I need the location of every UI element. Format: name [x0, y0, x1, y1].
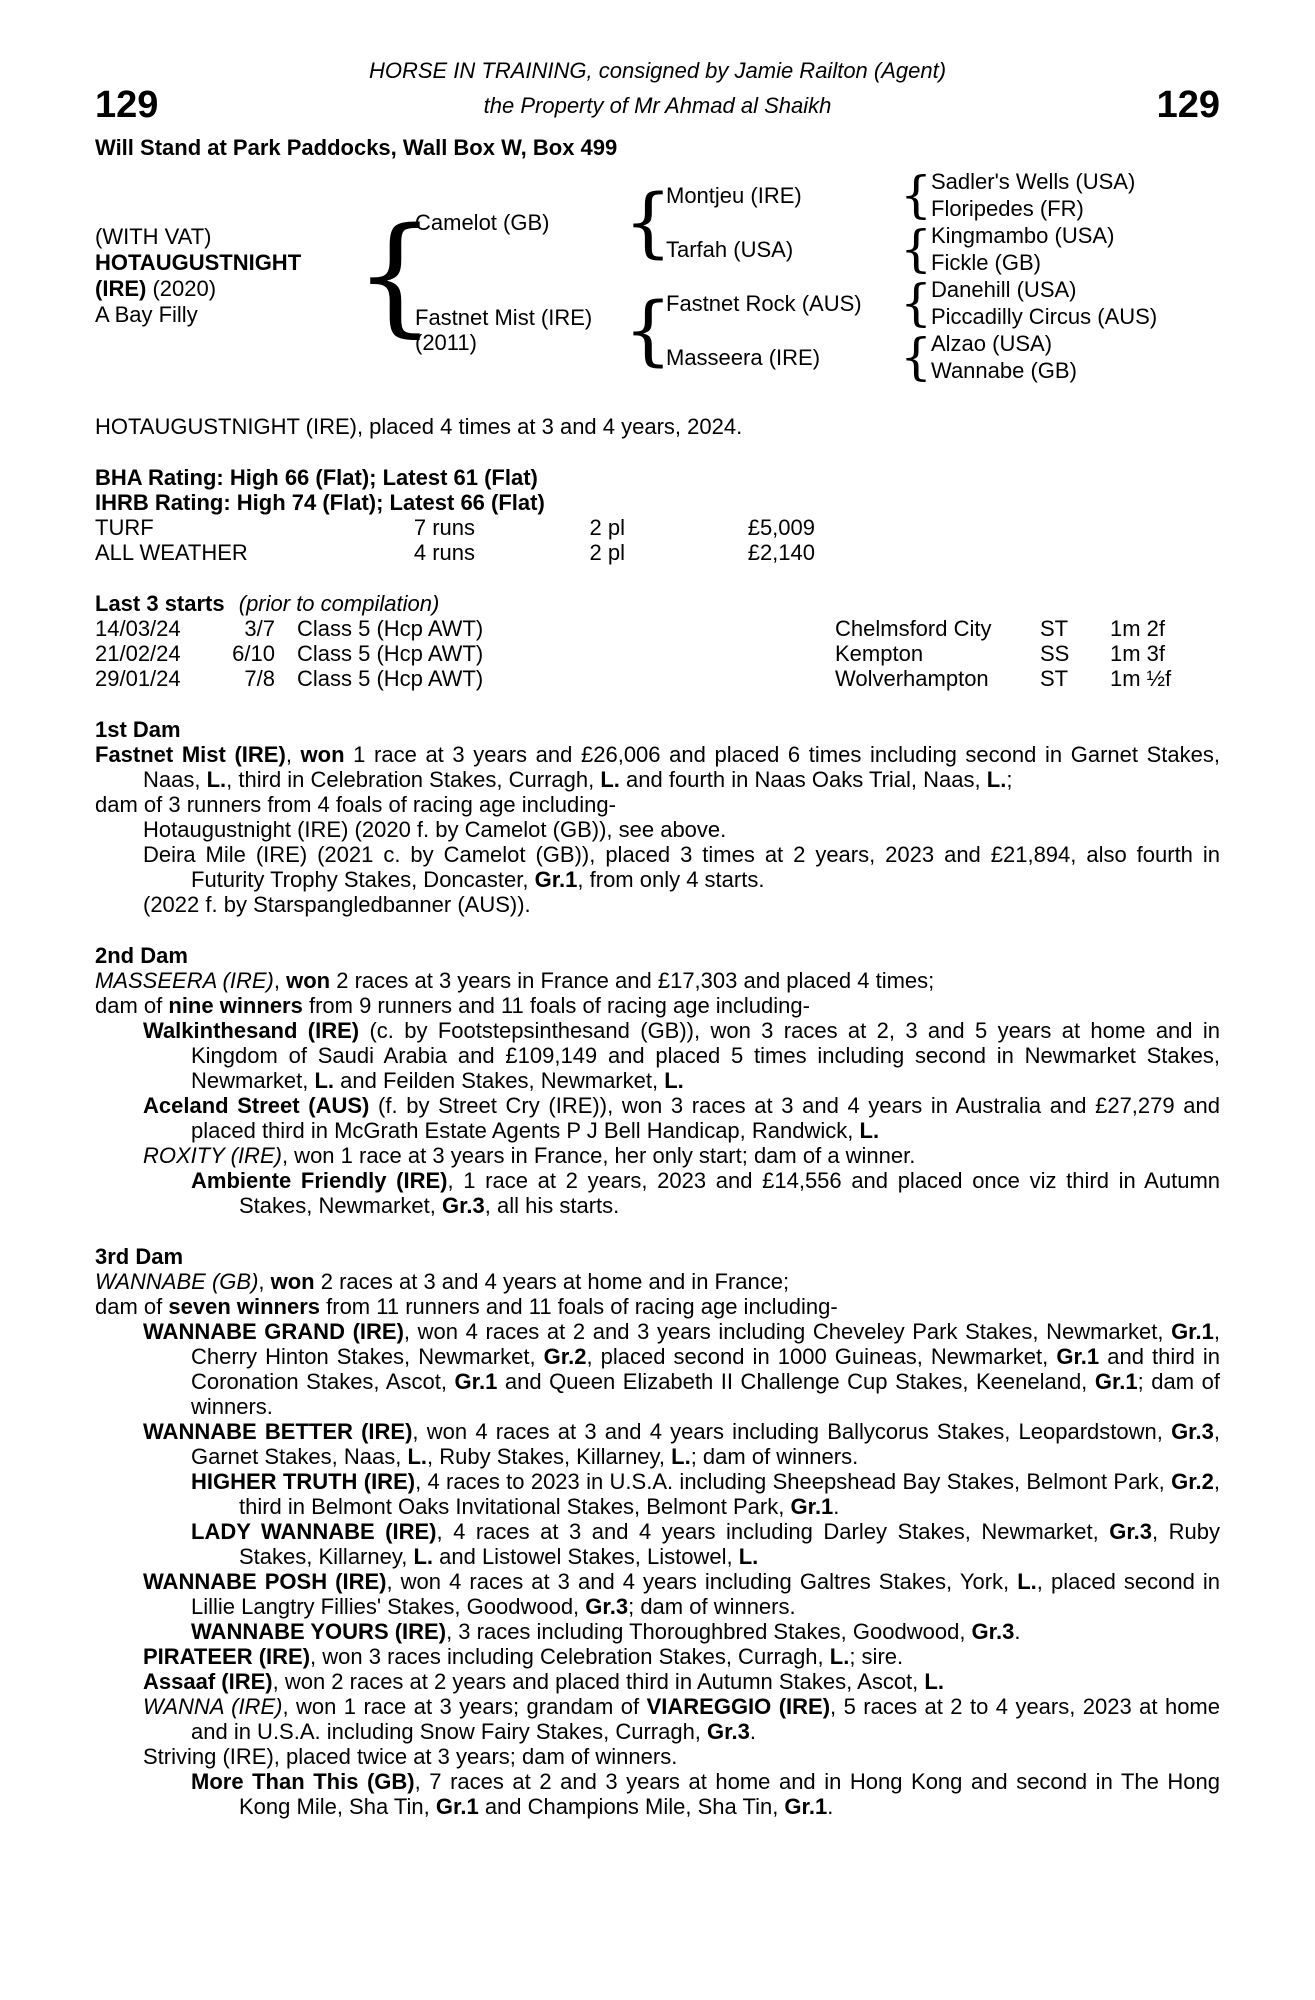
paragraph-dam-of-seven-winners	[95, 1294, 1220, 1319]
text-segment: L.	[600, 767, 620, 792]
section-1st-dam	[95, 717, 1220, 917]
start-date: 14/03/24	[95, 616, 181, 641]
text-segment: Gr.3	[585, 1594, 629, 1619]
pedigree-brace-dam-icon	[630, 276, 666, 384]
text-segment: from 9 runners and 11 foals of racing age including-	[302, 993, 810, 1018]
gen3-name: Floripedes (FR)	[931, 196, 1084, 221]
text-segment: PIRATEER (IRE)	[143, 1644, 311, 1669]
dam-name-block	[415, 276, 630, 384]
text-segment: More Than This (GB)	[191, 1769, 415, 1794]
text-segment: L.	[314, 1068, 335, 1093]
text-segment: WANNABE POSH (IRE)	[143, 1569, 387, 1594]
start-distance: 1m ½f	[1110, 666, 1172, 691]
record-runs: 4 runs	[413, 540, 475, 565]
text-segment: and Listowel Stakes, Listowel,	[433, 1544, 739, 1569]
horse-origin-year	[95, 276, 375, 302]
start-going: SS	[1040, 641, 1070, 666]
text-segment: , 5 races at 2 to 4 years, 2023 at home and in U.S.A. including Snow Fairy Stakes, Curragh,	[191, 1694, 1220, 1744]
gen2-name: Fastnet Rock (AUS)	[666, 290, 862, 316]
text-segment: L.	[829, 1644, 850, 1669]
start-row	[95, 616, 1220, 641]
text-segment: L.	[206, 767, 227, 792]
text-segment: .	[749, 1719, 756, 1744]
text-segment: ,	[258, 1269, 271, 1294]
pedigree-brace-gen3-icon	[901, 330, 931, 384]
section-heading: 1st Dam	[95, 717, 181, 742]
paragraph-more-than-this	[95, 1769, 1220, 1819]
text-segment: seven winners	[168, 1294, 321, 1319]
record-row	[95, 515, 1220, 540]
text-segment: Gr.3	[1171, 1419, 1214, 1444]
text-segment: Gr.3	[1109, 1519, 1153, 1544]
section-2nd-dam	[95, 943, 1220, 1218]
text-segment: L.	[986, 767, 1007, 792]
paragraph-roxity	[95, 1143, 1220, 1168]
text-segment: , third in Belmont Oaks Invitational Stakes, Belmont Park,	[239, 1469, 1221, 1519]
text-segment: L.	[738, 1544, 759, 1569]
section-3rd-dam	[95, 1244, 1220, 1819]
ihrb-rating-line: IHRB Rating: High 74 (Flat); Latest 66 (Flat)	[95, 490, 545, 515]
text-segment: Gr.1	[1056, 1344, 1100, 1369]
text-segment: 2 races at 3 and 4 years at home and in France;	[314, 1269, 790, 1294]
race-summary-line: HOTAUGUSTNIGHT (IRE), placed 4 times at 3 and 4 years, 2024.	[95, 414, 743, 439]
text-segment: , won 3 races including Celebration Stakes, Curragh,	[310, 1644, 830, 1669]
text-segment: dam of	[95, 1294, 169, 1319]
paragraph-walkinthesand	[95, 1018, 1220, 1093]
text-segment: 1 race at 3 years and £26,006 and placed 6 times including second in Garnet Stakes, Naas,	[143, 742, 1220, 792]
text-segment: (2022 f. by Starspangledbanner (AUS)).	[143, 892, 531, 917]
text-segment: , third in Celebration Stakes, Curragh,	[226, 767, 601, 792]
text-segment: and third in Coronation Stakes, Ascot,	[191, 1344, 1221, 1394]
pedigree-brace-sire-icon	[630, 168, 666, 276]
text-segment: , Ruby Stakes, Killarney,	[427, 1444, 672, 1469]
text-segment: and Feilden Stakes, Newmarket,	[334, 1068, 665, 1093]
start-distance: 1m 3f	[1110, 641, 1166, 666]
text-segment: , won 4 races at 3 and 4 years including Ballycorus Stakes, Leopardstown,	[412, 1419, 1172, 1444]
text-segment: L.	[413, 1544, 434, 1569]
start-date: 29/01/24	[95, 666, 181, 691]
text-segment: WANNABE (GB)	[95, 1269, 259, 1294]
text-segment: WANNA (IRE)	[143, 1694, 283, 1719]
text-segment: , all his starts.	[484, 1193, 620, 1218]
dam-year: (2011)	[415, 330, 477, 355]
text-segment: Gr.3	[441, 1193, 485, 1218]
text-segment: , 4 races at 3 and 4 years including Darley Stakes, Newmarket,	[436, 1519, 1110, 1544]
text-segment: , Cherry Hinton Stakes, Newmarket,	[191, 1319, 1220, 1369]
text-segment: ; dam of winners.	[690, 1444, 859, 1469]
ratings-block	[95, 465, 1220, 515]
text-segment: L.	[924, 1669, 944, 1694]
text-segment: Gr.1	[790, 1494, 834, 1519]
record-surface: ALL WEATHER	[95, 540, 248, 565]
text-segment: Gr.3	[971, 1619, 1015, 1644]
text-segment: Striving (IRE), placed twice at 3 years; dam of winners.	[143, 1744, 678, 1769]
text-segment: , won 2 races at 2 years and placed third in Autumn Stakes, Ascot,	[272, 1669, 925, 1694]
lot-header-row	[95, 85, 1220, 125]
text-segment: .	[833, 1494, 840, 1519]
start-course: Kempton	[835, 641, 924, 666]
gen2-name: Tarfah (USA)	[666, 236, 794, 262]
start-race-class: Class 5 (Hcp AWT)	[297, 616, 484, 641]
sire-name: Camelot (GB)	[415, 209, 550, 235]
text-segment: Hotaugustnight (IRE) (2020 f. by Camelot (GB)), see above.	[143, 817, 727, 842]
text-segment: L.	[1017, 1569, 1037, 1594]
paragraph-deira-mile	[95, 842, 1220, 892]
text-segment: , 3 races including Thoroughbred Stakes, Goodwood,	[446, 1619, 972, 1644]
text-segment: (IRE)	[95, 276, 147, 301]
text-segment: dam of	[95, 993, 169, 1018]
start-position: 7/8	[244, 666, 275, 691]
start-going: ST	[1040, 666, 1069, 691]
text-segment: ; dam of winners.	[191, 1369, 1220, 1419]
record-placed: 2 pl	[589, 540, 625, 565]
last-starts-block	[95, 591, 1220, 691]
text-segment: HIGHER TRUTH (IRE)	[191, 1469, 416, 1494]
start-course: Chelmsford City	[835, 616, 992, 641]
text-segment: won	[300, 742, 345, 767]
paragraph-ambiente-friendly	[95, 1168, 1220, 1218]
section-heading: 3rd Dam	[95, 1244, 184, 1269]
record-runs: 7 runs	[413, 515, 475, 540]
paragraph-masseera	[95, 968, 1220, 993]
text-segment: and fourth in Naas Oaks Trial, Naas,	[619, 767, 987, 792]
record-earnings: £5,009	[747, 515, 815, 540]
text-segment: ;	[1006, 767, 1013, 792]
start-row	[95, 666, 1220, 691]
text-segment: , 7 races at 2 and 3 years at home and in Hong Kong and second in The Hong Kong Mile, Sha Tin,	[239, 1769, 1221, 1819]
dam-name: Fastnet Mist (IRE)	[415, 305, 593, 330]
start-going: ST	[1040, 616, 1069, 641]
text-segment: Fastnet Mist (IRE)	[95, 742, 286, 767]
paragraph-2022-foal	[95, 892, 1220, 917]
stand-location-line: Will Stand at Park Paddocks, Wall Box W, Box 499	[95, 135, 618, 160]
text-segment: L.	[407, 1444, 427, 1469]
last-starts-subtitle: (prior to compilation)	[238, 591, 440, 616]
consignor-line: HORSE IN TRAINING, consigned by Jamie Railton (Agent)	[368, 58, 947, 83]
text-segment: ; dam of winners.	[628, 1594, 796, 1619]
start-race-class: Class 5 (Hcp AWT)	[297, 666, 484, 691]
text-segment: (2020)	[146, 276, 217, 301]
horse-info-block	[95, 168, 375, 384]
text-segment: ROXITY (IRE)	[143, 1143, 282, 1168]
text-segment: nine winners	[168, 993, 303, 1018]
gen3-name: Alzao (USA)	[931, 331, 1053, 356]
gen2-name: Masseera (IRE)	[666, 344, 821, 370]
text-segment: , won 1 race at 3 years; grandam of	[282, 1694, 647, 1719]
paragraph-wannabe-grand	[95, 1319, 1220, 1419]
start-position: 3/7	[244, 616, 275, 641]
paragraph-wannabe-yours	[95, 1619, 1220, 1644]
text-segment: , 4 races to 2023 in U.S.A. including Sheepshead Bay Stakes, Belmont Park,	[415, 1469, 1172, 1494]
gen3-name: Piccadilly Circus (AUS)	[931, 304, 1158, 329]
gen3-name: Sadler's Wells (USA)	[931, 169, 1136, 194]
text-segment: 2 races at 3 years in France and £17,303 and placed 4 times;	[330, 968, 935, 993]
text-segment: Gr.1	[435, 1794, 479, 1819]
start-position: 6/10	[232, 641, 275, 666]
record-earnings: £2,140	[747, 540, 815, 565]
text-segment: and Champions Mile, Sha Tin,	[478, 1794, 785, 1819]
text-segment: WANNABE BETTER (IRE)	[143, 1419, 413, 1444]
start-row	[95, 641, 1220, 666]
gen3-name: Danehill (USA)	[931, 277, 1077, 302]
text-segment: MASSEERA (IRE)	[95, 968, 274, 993]
paragraph-wanna	[95, 1694, 1220, 1744]
text-segment: , Garnet Stakes, Naas,	[191, 1419, 1220, 1469]
text-segment: L.	[664, 1068, 684, 1093]
start-course: Wolverhampton	[835, 666, 989, 691]
last-starts-title-row	[95, 591, 1220, 616]
paragraph-fastnet-mist	[95, 742, 1220, 792]
text-segment: from 11 runners and 11 foals of racing age including-	[320, 1294, 838, 1319]
text-segment: Assaaf (IRE)	[143, 1669, 273, 1694]
paragraph-higher-truth	[95, 1469, 1220, 1519]
text-segment: Gr.3	[707, 1719, 750, 1744]
gen3-name: Fickle (GB)	[931, 250, 1041, 275]
pedigree-brace-gen3-icon	[901, 222, 931, 276]
vat-note: (WITH VAT)	[95, 224, 212, 249]
text-segment: Gr.1	[454, 1369, 498, 1394]
text-segment: WANNABE YOURS (IRE)	[191, 1619, 447, 1644]
gen2-name: Montjeu (IRE)	[666, 182, 802, 208]
text-segment: VIAREGGIO (IRE)	[646, 1694, 831, 1719]
paragraph-hotaugustnight	[95, 817, 1220, 842]
horse-colour-sex: A Bay Filly	[95, 302, 198, 327]
text-segment: Gr.1	[1171, 1319, 1214, 1344]
text-segment: ,	[273, 968, 287, 993]
text-segment: ; sire.	[849, 1644, 904, 1669]
start-date: 21/02/24	[95, 641, 181, 666]
text-segment: L.	[671, 1444, 691, 1469]
start-race-class: Class 5 (Hcp AWT)	[297, 641, 484, 666]
record-surface: TURF	[95, 515, 154, 540]
text-segment: L.	[859, 1118, 880, 1143]
gen3-name: Kingmambo (USA)	[931, 223, 1115, 248]
text-segment: Gr.1	[1094, 1369, 1138, 1394]
text-segment: .	[1014, 1619, 1021, 1644]
text-segment: Walkinthesand (IRE)	[143, 1018, 360, 1043]
text-segment: , Ruby Stakes, Killarney,	[239, 1519, 1220, 1569]
text-segment: ,	[285, 742, 301, 767]
text-segment: and Queen Elizabeth II Challenge Cup Stakes, Keeneland,	[497, 1369, 1095, 1394]
paragraph-aceland-street	[95, 1093, 1220, 1143]
text-segment: , placed second in 1000 Guineas, Newmarket,	[586, 1344, 1057, 1369]
text-segment: won	[286, 968, 331, 993]
text-segment: (f. by Street Cry (IRE)), won 3 races at 3 and 4 years in Australia and £27,279 and placed third in McGrath Estate Agents P J Bell Handicap, Randwick,	[191, 1093, 1220, 1143]
text-segment: Ambiente Friendly (IRE)	[191, 1168, 448, 1193]
text-segment: (c. by Footstepsinthesand (GB)), won 3 races at 2, 3 and 5 years at home and in Kingdom of Saudi Arabia and £109,149 and placed 5 times including second in Newmarket Stakes, Newmarket,	[191, 1018, 1221, 1093]
paragraph-wannabe-posh	[95, 1569, 1220, 1619]
text-segment: Gr.2	[1171, 1469, 1214, 1494]
text-segment: won	[270, 1269, 315, 1294]
pedigree-brace-gen3-icon	[901, 276, 931, 330]
horse-name: HOTAUGUSTNIGHT	[95, 250, 302, 275]
paragraph-striving	[95, 1744, 1220, 1769]
paragraph-lady-wannabe	[95, 1519, 1220, 1569]
paragraph-wannabe	[95, 1269, 1220, 1294]
text-segment: Gr.2	[543, 1344, 587, 1369]
text-segment: Aceland Street (AUS)	[143, 1093, 370, 1118]
record-row	[95, 540, 1220, 565]
text-segment: .	[827, 1794, 834, 1819]
paragraph-wannabe-better	[95, 1419, 1220, 1469]
text-segment: , won 4 races at 2 and 3 years including Cheveley Park Stakes, Newmarket,	[403, 1319, 1172, 1344]
pedigree-table	[95, 168, 1220, 384]
text-segment: dam of 3 runners from 4 foals of racing age including-	[95, 792, 616, 817]
pedigree-brace-gen1-icon	[375, 168, 415, 384]
paragraph-pirateer	[95, 1644, 1220, 1669]
race-record-table	[95, 515, 1220, 565]
text-segment: , from only 4 starts.	[577, 867, 765, 892]
paragraph-dam-of-nine-winners	[95, 993, 1220, 1018]
last-starts-title: Last 3 starts	[95, 591, 225, 616]
text-segment: Deira Mile (IRE) (2021 c. by Camelot (GB)), placed 3 times at 2 years, 2023 and £21,894, also fourth in Futurity Trophy Stakes, Doncaster,	[143, 842, 1220, 892]
text-segment: Gr.1	[534, 867, 578, 892]
property-line: the Property of Mr Ahmad al Shaikh	[483, 92, 832, 118]
text-segment: , placed second in Lillie Langtry Fillies' Stakes, Goodwood,	[191, 1569, 1221, 1619]
gen3-name: Wannabe (GB)	[931, 358, 1077, 383]
lot-number-left: 129	[95, 84, 159, 126]
text-segment: , won 4 races at 3 and 4 years including Galtres Stakes, York,	[386, 1569, 1018, 1594]
text-segment: WANNABE GRAND (IRE)	[143, 1319, 404, 1344]
pedigree-brace-gen3-icon	[901, 168, 931, 222]
section-heading: 2nd Dam	[95, 943, 188, 968]
text-segment: LADY WANNABE (IRE)	[191, 1519, 437, 1544]
lot-number-right: 129	[1156, 84, 1220, 126]
paragraph-dam-of-runners	[95, 792, 1220, 817]
bha-rating-line: BHA Rating: High 66 (Flat); Latest 61 (Flat)	[95, 465, 538, 490]
paragraph-assaaf	[95, 1669, 1220, 1694]
text-segment: Gr.1	[784, 1794, 828, 1819]
text-segment: , won 1 race at 3 years in France, her only start; dam of a winner.	[281, 1143, 916, 1168]
text-segment: , 1 race at 2 years, 2023 and £14,556 and placed once viz third in Autumn Stakes, Newmarket,	[239, 1168, 1220, 1218]
record-placed: 2 pl	[589, 515, 625, 540]
start-distance: 1m 2f	[1110, 616, 1166, 641]
